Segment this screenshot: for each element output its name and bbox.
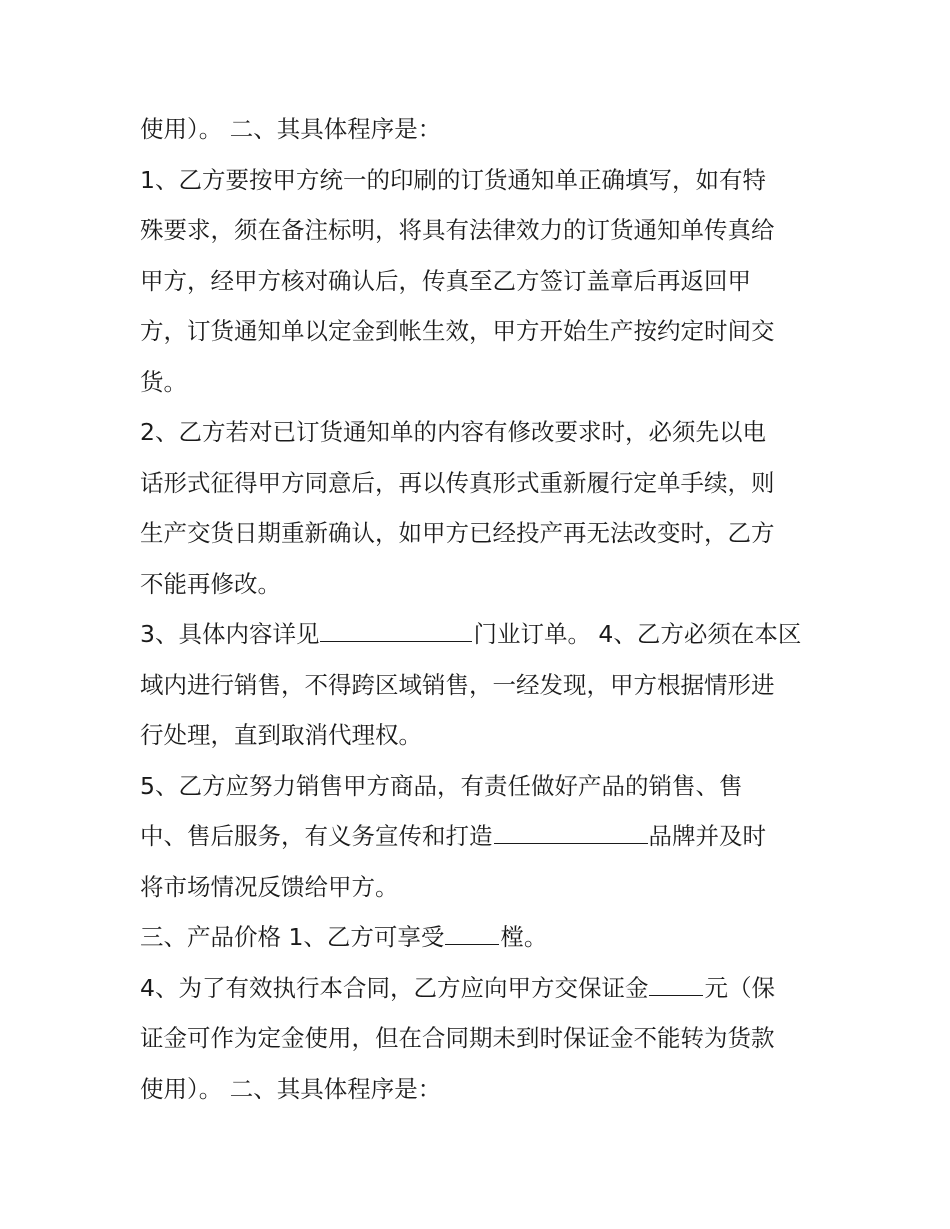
fill-in-blank-deposit-amount[interactable] (649, 971, 703, 996)
text-segment: 元（保 (704, 973, 775, 1002)
text-line-6: 货。 (140, 367, 187, 396)
fill-in-blank-brand[interactable] (494, 819, 648, 844)
text-line-4: 甲方，经甲方核对确认后，传真至乙方签订盖章后再返回甲 (140, 266, 751, 295)
text-line-20: 使用）。 二、其具体程序是： (140, 1074, 442, 1103)
fill-in-blank-quantity[interactable] (445, 920, 499, 945)
text-line-18 (140, 963, 830, 1014)
text-line-10: 不能再修改。 (140, 569, 281, 598)
text-segment: 中、售后服务，有义务宣传和打造 (140, 822, 493, 850)
text-line-2: 1、乙方要按甲方统一的印刷的订货通知单正确填写，如有特 (140, 165, 766, 194)
text-line-5: 方，订货通知单以定金到帐生效，甲方开始生产按约定时间交 (140, 317, 775, 345)
text-line-7: 2、乙方若对已订货通知单的内容有修改要求时，必须先以电 (140, 418, 766, 446)
text-line-15 (140, 811, 830, 862)
text-segment: 三、产品价格 1、乙方可享受 (140, 923, 445, 951)
contract-text (140, 104, 830, 1114)
text-line-8: 话形式征得甲方同意后，再以传真形式重新履行定单手续，则 (140, 468, 775, 497)
text-line-12: 域内进行销售，不得跨区域销售，一经发现，甲方根据情形进 (140, 670, 775, 699)
text-segment: 樘。 (500, 923, 548, 951)
text-line-16: 将市场情况反馈给甲方。 (140, 872, 399, 901)
text-line-17 (140, 912, 830, 963)
text-line-3: 殊要求，须在备注标明，将具有法律效力的订货通知单传真给 (140, 216, 775, 244)
text-segment: 门业订单。 4、乙方必须在本区 (473, 620, 802, 648)
text-segment: 4、为了有效执行本合同，乙方应向甲方交保证金 (140, 973, 649, 1002)
text-line-9: 生产交货日期重新确认，如甲方已经投产再无法改变时，乙方 (140, 519, 775, 547)
text-segment: 品牌并及时 (648, 822, 766, 850)
text-line-13: 行处理，直到取消代理权。 (140, 721, 422, 749)
text-line-19: 证金可作为定金使用，但在合同期未到时保证金不能转为货款 (140, 1024, 775, 1052)
text-line-14: 5、乙方应努力销售甲方商品，有责任做好产品的销售、售 (140, 771, 743, 800)
fill-in-blank-door-brand[interactable] (320, 617, 472, 642)
text-line-1: 使用）。 二、其具体程序是： (140, 115, 442, 143)
text-segment: 3、具体内容详见 (140, 620, 320, 648)
text-line-11 (140, 609, 830, 660)
